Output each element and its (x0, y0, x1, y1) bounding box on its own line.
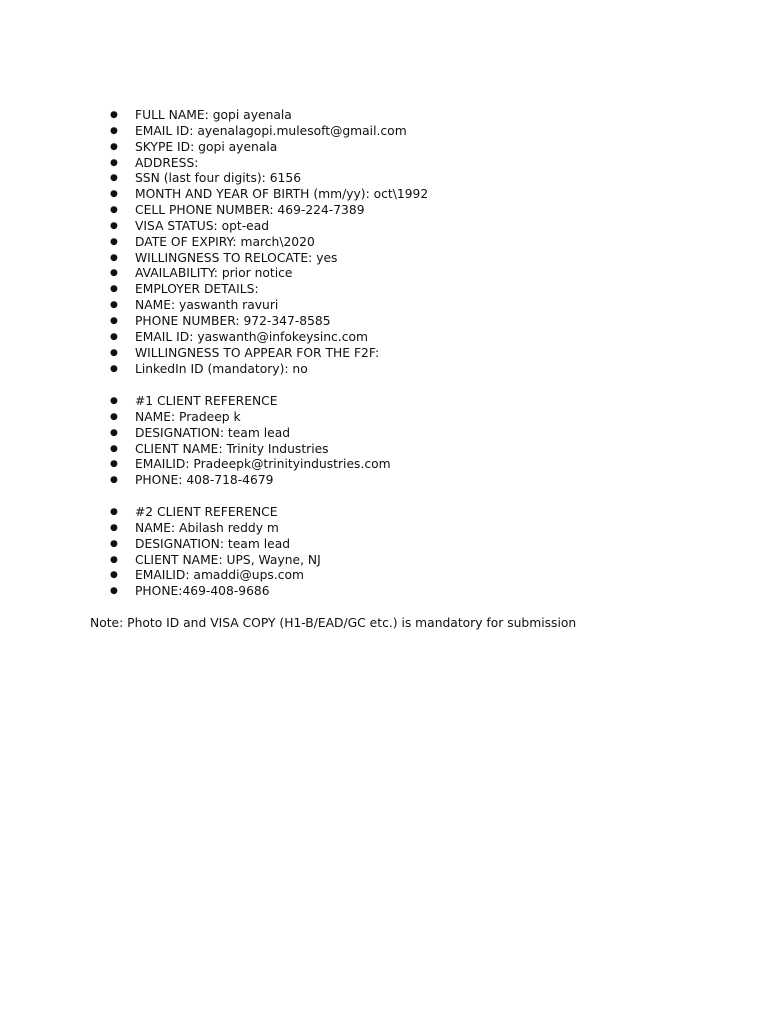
list-item-text: EMPLOYER DETAILS: (135, 282, 259, 297)
bullet-icon: ● (110, 427, 118, 438)
list-item-text: #1 CLIENT REFERENCE (135, 394, 278, 408)
bullet-icon: ● (110, 236, 118, 247)
list-item-text: CLIENT NAME: Trinity Industries (135, 441, 329, 456)
bullet-icon: ● (110, 315, 118, 326)
list-item-text: WILLINGNESS TO RELOCATE: yes (135, 250, 338, 265)
bullet-icon: ● (110, 157, 118, 168)
bullet-icon: ● (110, 443, 118, 454)
bullet-icon: ● (110, 331, 118, 342)
bullet-icon: ● (110, 586, 118, 597)
list-item-text: SSN (last four digits): 6156 (135, 171, 302, 186)
list-item-text: NAME: Abilash reddy m (135, 520, 279, 535)
list-item-text: NAME: Pradeep k (135, 409, 241, 424)
list-item-text: EMAILID: amaddi@ups.com (135, 568, 304, 583)
bullet-icon: ● (110, 110, 118, 120)
bullet-icon: ● (110, 205, 118, 216)
bullet-icon: ● (110, 189, 118, 200)
bullet-icon: ● (110, 570, 118, 581)
list-item-text: ADDRESS: (135, 155, 199, 170)
list-item-text: DATE OF EXPIRY: march\2020 (135, 234, 315, 249)
bullet-icon: ● (110, 538, 118, 549)
bullet-icon: ● (110, 363, 118, 374)
list-item-text: EMAILID: Pradeepk@trinityindustries.com (135, 457, 391, 472)
bullet-icon: ● (110, 300, 118, 311)
bullet-icon: ● (110, 507, 118, 517)
bullet-icon: ● (110, 141, 118, 152)
list-item-text: MONTH AND YEAR OF BIRTH (mm/yy): oct\1992 (135, 187, 429, 202)
submission-note: Note: Photo ID and VISA COPY (H1-B/EAD/GC etc.) is mandatory for submission (90, 616, 577, 630)
list-item-text: PHONE: 408-718-4679 (135, 473, 274, 488)
list-item-text: PHONE NUMBER: 972-347-8585 (135, 313, 331, 328)
list-item-text: AVAILABILITY: prior notice (135, 266, 293, 281)
bullet-icon: ● (110, 522, 118, 533)
bullet-icon: ● (110, 125, 118, 136)
bullet-icon: ● (110, 173, 118, 184)
list-item-text: EMAIL ID: yaswanth@infokeysinc.com (135, 329, 368, 344)
bullet-icon: ● (110, 396, 118, 406)
list-item-text: NAME: yaswanth ravuri (135, 298, 279, 313)
bullet-icon: ● (110, 459, 118, 470)
list-item-text: WILLINGNESS TO APPEAR FOR THE F2F: (135, 345, 380, 360)
list-item-text: CELL PHONE NUMBER: 469-224-7389 (135, 203, 365, 218)
bullet-icon: ● (110, 284, 118, 295)
bullet-icon: ● (110, 220, 118, 231)
bullet-icon: ● (110, 252, 118, 263)
bullet-icon: ● (110, 347, 118, 358)
list-item-text: SKYPE ID: gopi ayenala (135, 139, 278, 154)
bullet-icon: ● (110, 268, 118, 279)
list-item-text: DESIGNATION: team lead (135, 425, 291, 440)
list-item-text: FULL NAME: gopi ayenala (135, 108, 292, 122)
bullet-icon: ● (110, 411, 118, 422)
bullet-icon: ● (110, 554, 118, 565)
list-item-text: DESIGNATION: team lead (135, 536, 291, 551)
list-item-text: EMAIL ID: ayenalagopi.mulesoft@gmail.com (135, 123, 407, 138)
list-item-text: CLIENT NAME: UPS, Wayne, NJ (135, 552, 321, 567)
list-item-text: PHONE:469-408-9686 (135, 584, 270, 599)
list-item-text: #2 CLIENT REFERENCE (135, 505, 278, 519)
bullet-icon: ● (110, 475, 118, 486)
list-item-text: LinkedIn ID (mandatory): no (135, 361, 308, 376)
list-item-text: VISA STATUS: opt-ead (135, 218, 270, 233)
